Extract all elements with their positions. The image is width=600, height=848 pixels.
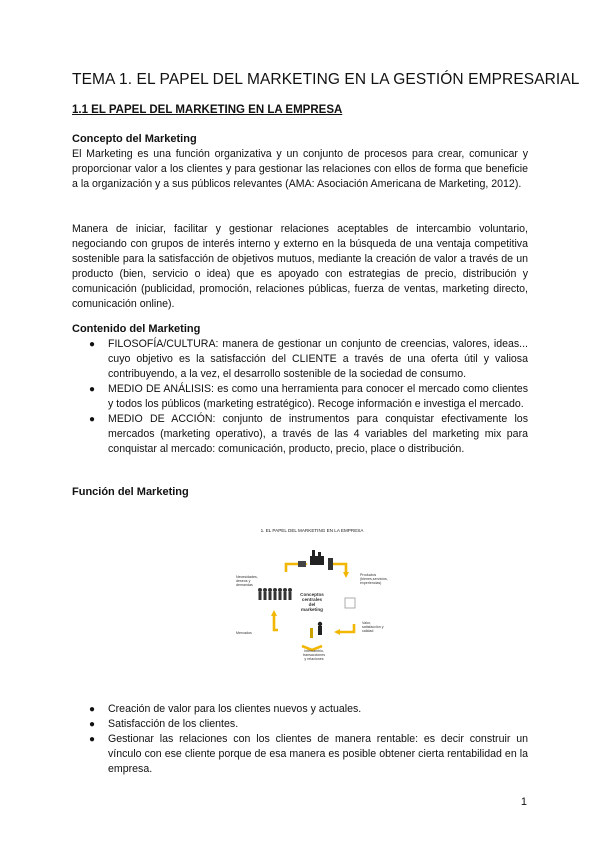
- svg-text:calidad: calidad: [362, 629, 374, 633]
- figure-title: 1. EL PAPEL DEL MARKETING EN LA EMPRESA: [260, 528, 364, 533]
- store-icon: [298, 561, 306, 567]
- phone-icon: [328, 558, 333, 570]
- section-subtitle: 1.1 EL PAPEL DEL MARKETING EN LA EMPRESA: [72, 104, 343, 116]
- contenido-list: [72, 337, 528, 457]
- label-markets: Mercados: [236, 631, 252, 635]
- factory-icon: [310, 550, 324, 565]
- funcion-heading: Función del Marketing: [72, 486, 189, 498]
- label-products: [360, 573, 388, 585]
- people-crowd-icon: [258, 588, 292, 600]
- svg-text:centrales: centrales: [301, 597, 323, 602]
- concepto-paragraph-2: Manera de iniciar, facilitar y gestionar relaciones aceptables de intercambio voluntario, negociando con grupos de interés interno y externo en la búsqueda de una ventaja competitiva sostenible para la satisfacción de objetivos mutuos, mediante la creación de valor a través de un producto (bien, servicio o idea) que es apoyado con estrategias de precio, distribución y comunicación (publicidad, promoción, relaciones públicas, fuerza de ventas, marketing directo, comunicación online).: [72, 223, 528, 310]
- list-item: ● Creación de valor para los clientes nuevos y actuales.: [89, 703, 362, 715]
- svg-text:Productos: Productos: [360, 573, 377, 577]
- svg-text:(bienes,servicios,: (bienes,servicios,: [360, 577, 388, 581]
- contenido-heading: Contenido del Marketing: [72, 323, 201, 335]
- list-item: ● MEDIO DE ANÁLISIS: es como una herramienta para conocer el mercado como clientes y todos los públicos (marketing estratégico). Recoge información e investiga el mercado.: [89, 383, 528, 410]
- label-value: [362, 621, 384, 633]
- bullet-icon: ●: [89, 704, 96, 715]
- svg-text:Intercambio,: Intercambio,: [304, 649, 324, 653]
- list-item: ● Satisfacción de los clientes.: [89, 718, 239, 730]
- center-concept: [300, 592, 324, 612]
- svg-text:demandas: demandas: [236, 583, 253, 587]
- marketing-concepts-figure: [224, 520, 400, 665]
- label-exchange: [303, 649, 325, 661]
- page-title: TEMA 1. EL PAPEL DEL MARKETING EN LA GESTIÓN EMPRESARIAL: [72, 71, 580, 88]
- list-item: ● Gestionar las relaciones con los clientes de manera rentable: es decir construir un vínculo con ese cliente porque de esa manera es posible obtener cierta rentabilidad en la empresa.: [89, 733, 528, 775]
- bullet-icon: ●: [89, 734, 96, 745]
- svg-text:transacciones: transacciones: [302, 653, 326, 657]
- products-icon: [345, 598, 355, 608]
- svg-text:satisfacción y: satisfacción y: [362, 625, 384, 629]
- concepto-heading: Concepto del Marketing: [72, 133, 197, 145]
- svg-text:Conceptos: Conceptos: [300, 592, 324, 597]
- bullet-icon: ●: [89, 414, 96, 425]
- bullet-icon: ●: [89, 339, 96, 350]
- label-needs: [236, 575, 258, 587]
- svg-text:Necesidades,: Necesidades,: [236, 575, 258, 579]
- svg-text:Valor,: Valor,: [362, 621, 371, 625]
- funcion-list: [72, 702, 528, 777]
- svg-text:deseos y: deseos y: [236, 579, 251, 583]
- list-item: ● FILOSOFÍA/CULTURA: manera de gestionar un conjunto de creencias, valores, ideas... cuyo objetivo es la satisfacción del CLIENTE a través de una oferta útil y valiosa contribuyendo, a la vez, el desarrollo sostenible de la sociedad de consumo.: [89, 338, 528, 380]
- svg-text:marketing: marketing: [301, 607, 323, 612]
- svg-text:del: del: [308, 602, 316, 607]
- svg-text:y relaciones: y relaciones: [304, 657, 324, 661]
- bullet-icon: ●: [89, 384, 96, 395]
- trophy-icon: [310, 628, 313, 638]
- bullet-icon: ●: [89, 719, 96, 730]
- svg-text:experiencias): experiencias): [360, 581, 382, 585]
- concepto-paragraph-1: El Marketing es una función organizativa y un conjunto de procesos para crear, comunicar y proporcionar valor a los clientes y para gestionar las relaciones con ellos de forma que beneficie a la organización y a sus públicos relevantes (AMA: Asociación Americana de Marketing, 2012).: [72, 148, 528, 190]
- page-number: 1: [520, 796, 527, 808]
- list-item: ● MEDIO DE ACCIÓN: conjunto de instrumentos para conquistar efectivamente los mercados (marketing operativo), a través de las 4 variables del marketing mix para conquistar al mercado: comunicación, producto, precio, place o distribución.: [89, 413, 528, 455]
- handshake-icon: [318, 622, 322, 635]
